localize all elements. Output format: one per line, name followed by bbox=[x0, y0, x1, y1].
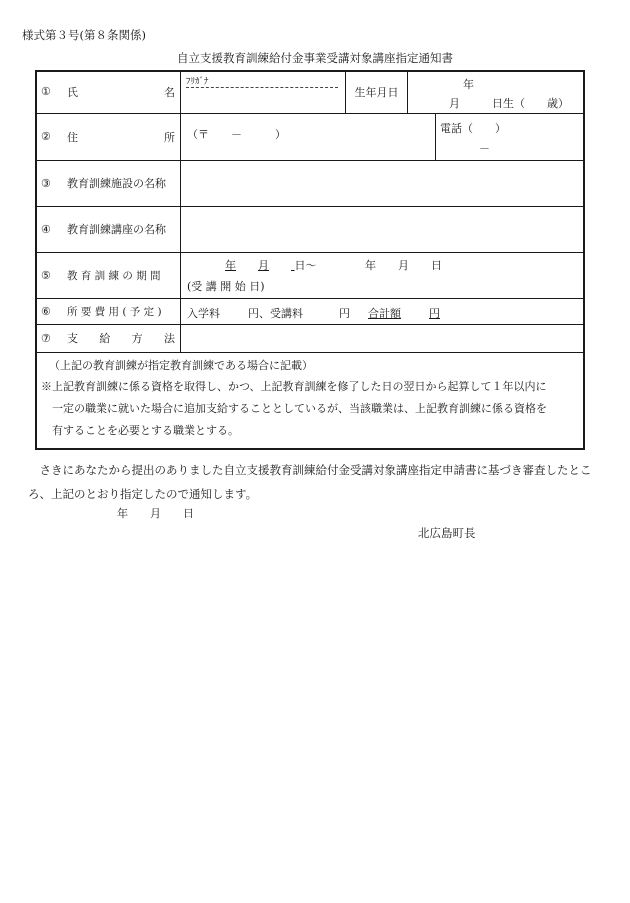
issue-date: 年 月 日 bbox=[117, 507, 194, 520]
postal-code-field[interactable]: （〒 － ） bbox=[187, 128, 286, 141]
furigana-label: ﾌﾘｶﾞﾅ bbox=[186, 77, 209, 87]
course-name-field[interactable] bbox=[183, 208, 581, 250]
note-line: ※上記教育訓練に係る資格を取得し、かつ、上記教育訓練を修了した日の翌日から起算して１年以内に bbox=[41, 380, 547, 393]
form-number: 様式第３号(第８条関係) bbox=[22, 28, 146, 42]
table-border-bottom bbox=[35, 448, 585, 450]
period-start-date[interactable]: 年 月 日～ bbox=[225, 259, 317, 272]
address-label: ② 住 所 bbox=[41, 130, 175, 144]
period-end-date[interactable]: 年 月 日 bbox=[365, 259, 442, 272]
payment-label: ⑦ 支 給 方 法 bbox=[41, 331, 175, 345]
facility-label: ③ 教育訓練施設の名称 bbox=[41, 176, 166, 190]
phone-label: 電話（ ） bbox=[440, 122, 506, 135]
dob-date-line[interactable]: 月 日生（ 歳） bbox=[449, 97, 569, 110]
facility-name-field[interactable] bbox=[183, 162, 581, 204]
note-line: 有することを必要とする職業とする。 bbox=[52, 424, 239, 437]
cost-breakdown[interactable]: 入学料 円、受講料 円 合計額 円 bbox=[187, 307, 440, 320]
form-table bbox=[35, 70, 585, 450]
row-divider bbox=[35, 352, 585, 353]
label-column-divider bbox=[180, 70, 181, 352]
notification-paragraph: さきにあなたから提出のありました自立支援教育訓練給付金受講対象講座指定申請書に基づき審査したところ、上記のとおり指定したので通知します。 bbox=[28, 463, 592, 501]
dob-year-label: 年 bbox=[463, 78, 474, 91]
signatory: 北広島町長 bbox=[418, 526, 476, 540]
period-label: ⑤ 教 育 訓 練 の 期 間 bbox=[41, 268, 161, 282]
furigana-line bbox=[186, 87, 338, 88]
cost-label: ⑥ 所 要 費 用 ( 予 定 ) bbox=[41, 304, 162, 318]
period-start-note: (受 講 開 始 日) bbox=[187, 280, 265, 293]
note-condition: （上記の教育訓練が指定教育訓練である場合に記載） bbox=[49, 359, 313, 372]
payment-method-field[interactable] bbox=[183, 326, 581, 350]
phone-column-divider bbox=[435, 113, 436, 160]
table-border-right bbox=[583, 70, 585, 450]
note-line: 一定の職業に就いた場合に追加支給することとしているが、当該職業は、上記教育訓練に係る資格を bbox=[52, 402, 547, 415]
table-border-left bbox=[35, 70, 37, 450]
course-label: ④ 教育訓練講座の名称 bbox=[41, 222, 166, 236]
phone-dash: － bbox=[479, 142, 490, 155]
dob-column-divider bbox=[407, 70, 408, 113]
name-label: ① 氏 名 bbox=[41, 85, 175, 99]
document-title: 自立支援教育訓練給付金事業受講対象講座指定通知書 bbox=[177, 51, 453, 65]
name-input[interactable] bbox=[186, 91, 338, 111]
dob-label: 生年月日 bbox=[354, 85, 399, 99]
